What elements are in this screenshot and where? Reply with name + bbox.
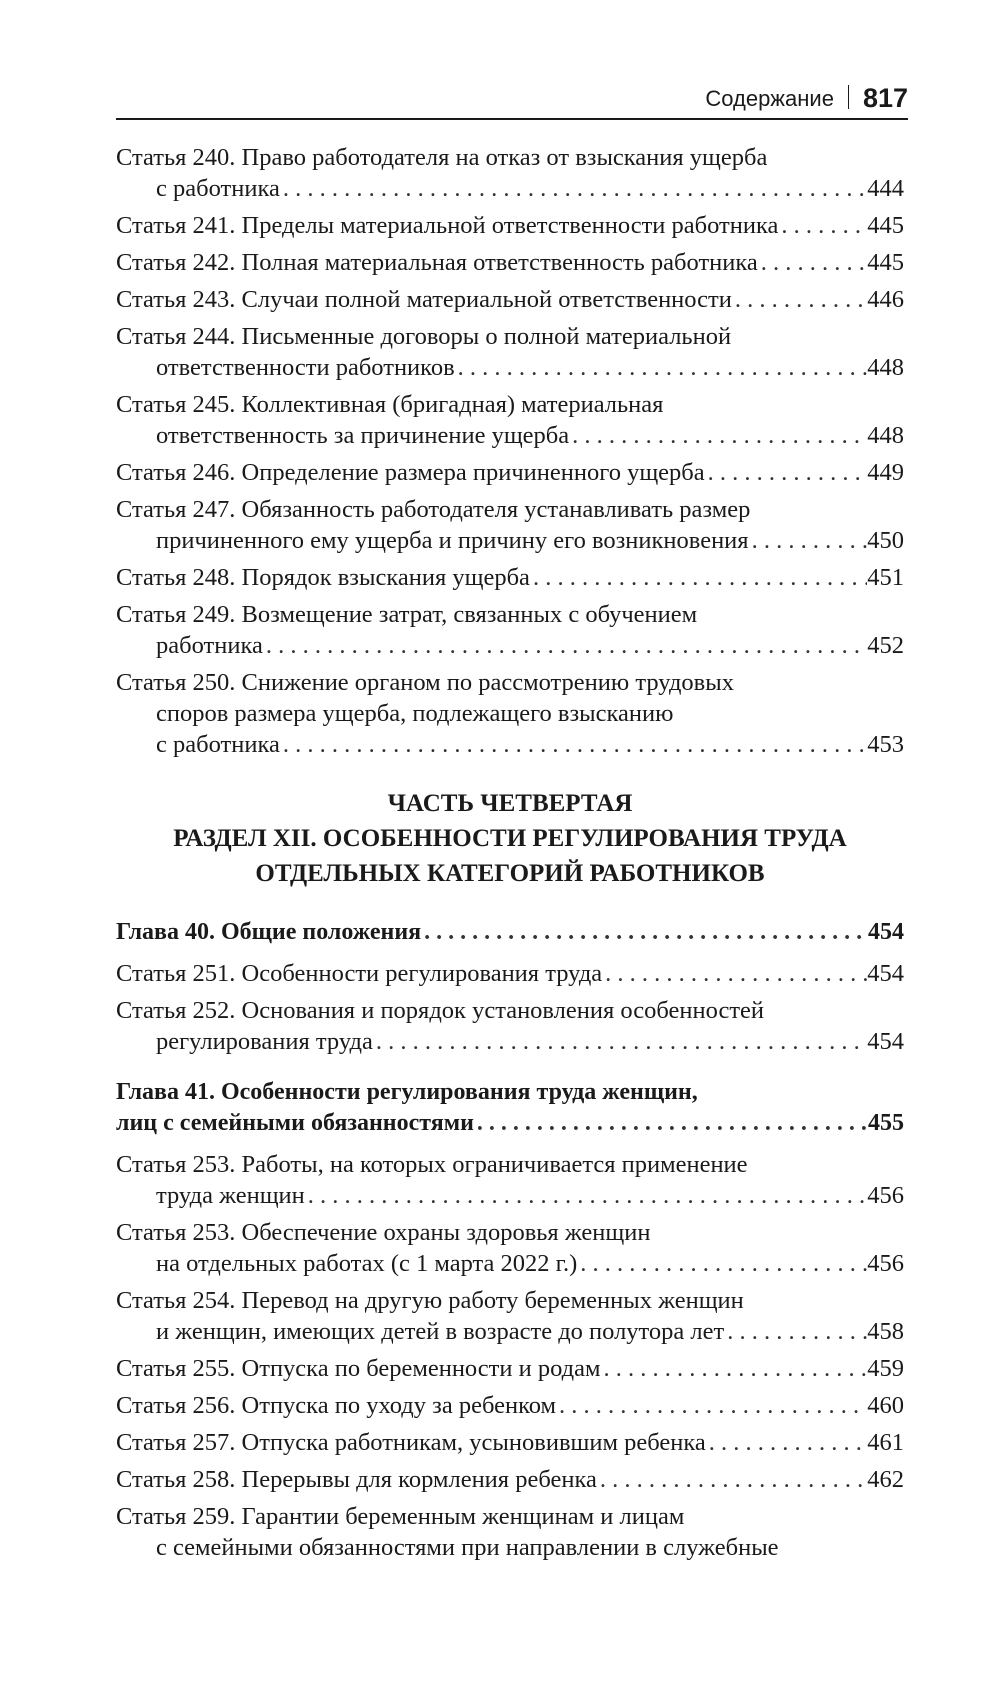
entry-title-text: Статья 251. Особенности регулирования труда — [116, 960, 603, 987]
entry-title-text: работника — [156, 632, 263, 659]
entry-title-text: Статья 256. Отпуска по уходу за ребенком — [116, 1392, 557, 1419]
header-divider — [848, 85, 849, 109]
entry-title-text: регулирования труда — [156, 1028, 373, 1055]
toc-entry — [116, 1353, 904, 1384]
leader-dots — [732, 284, 867, 315]
entry-title-text: лиц с семейными обязанностями — [116, 1110, 474, 1136]
toc-entry-line — [116, 667, 904, 698]
leader-dots — [421, 917, 868, 948]
entry-title-text: Статья 242. Полная материальная ответственность работника — [116, 249, 758, 276]
header-title: Содержание — [705, 86, 834, 111]
entry-title-text: Статья 258. Перерывы для кормления ребенка — [116, 1466, 597, 1493]
entry-title-text: Статья 240. Право работодателя на отказ от взыскания ущерба — [116, 144, 768, 171]
toc-entry-line — [116, 247, 904, 278]
entry-page-number: 451 — [867, 564, 904, 591]
leader-dots — [601, 1353, 868, 1384]
entry-page-number: 448 — [867, 422, 904, 449]
toc-entry-line — [116, 352, 904, 383]
toc-entry-line — [116, 321, 904, 352]
entry-title-text: Статья 246. Определение размера причиненного ущерба — [116, 459, 705, 486]
entry-title-text: Статья 247. Обязанность работодателя устанавливать размер — [116, 496, 751, 523]
toc-entry-line — [116, 494, 904, 525]
toc-entry — [116, 1390, 904, 1421]
chapter-heading-line — [116, 1077, 904, 1108]
toc-entry-line — [116, 1427, 904, 1458]
toc-entry-line — [116, 284, 904, 315]
table-of-contents — [116, 142, 904, 1569]
toc-entry — [116, 284, 904, 315]
toc-entry-line — [116, 599, 904, 630]
part-heading — [116, 786, 904, 891]
leader-dots — [602, 958, 867, 989]
entry-title-text: Статья 259. Гарантии беременным женщинам и лицам — [116, 1503, 685, 1530]
entry-title-text: Глава 40. Общие положения — [116, 919, 422, 945]
entry-title-text: Статья 253. Работы, на которых ограничивается применение — [116, 1151, 748, 1178]
chapter-41 — [116, 1077, 904, 1139]
leader-dots — [530, 562, 867, 593]
toc-entry — [116, 1149, 904, 1211]
entry-title-text: Статья 248. Порядок взыскания ущерба — [116, 564, 530, 591]
spacer — [116, 1063, 904, 1077]
toc-entry — [116, 210, 904, 241]
toc-section-chapter39 — [116, 142, 904, 760]
leader-dots — [455, 352, 868, 383]
page-number: 817 — [862, 83, 908, 113]
entry-title-text: Статья 250. Снижение органом по рассмотрению трудовых — [116, 669, 734, 696]
entry-title-text: Статья 254. Перевод на другую работу беременных женщин — [116, 1287, 744, 1314]
chapter-heading-line — [116, 917, 904, 948]
entry-page-number: 445 — [867, 212, 904, 239]
entry-title-text: Глава 41. Особенности регулирования труда женщин, — [116, 1079, 698, 1105]
toc-entry-line — [116, 630, 904, 661]
toc-entry — [116, 1427, 904, 1458]
toc-entry — [116, 247, 904, 278]
toc-entry-line — [116, 1026, 904, 1057]
leader-dots — [263, 630, 867, 661]
toc-entry-line — [116, 142, 904, 173]
toc-entry-line — [116, 562, 904, 593]
entry-page-number: 460 — [867, 1392, 904, 1419]
entry-page-number: 459 — [867, 1355, 904, 1382]
chapter-heading — [116, 917, 904, 948]
toc-section-chapter41 — [116, 1149, 904, 1563]
leader-dots — [749, 525, 868, 556]
leader-dots — [305, 1180, 867, 1211]
entry-page-number: 453 — [867, 731, 904, 758]
toc-entry-line — [116, 525, 904, 556]
entry-title-text: ответственность за причинение ущерба — [156, 422, 570, 449]
toc-entry — [116, 562, 904, 593]
entry-page-number: 462 — [867, 1466, 904, 1493]
entry-title-text: труда женщин — [156, 1182, 305, 1209]
toc-section-chapter40 — [116, 958, 904, 1057]
part-heading-line-1: ЧАСТЬ ЧЕТВЕРТАЯ — [387, 790, 633, 817]
leader-dots — [778, 210, 867, 241]
running-header — [116, 78, 908, 120]
entry-page-number: 444 — [867, 175, 904, 202]
toc-entry-line — [116, 1248, 904, 1279]
entry-page-number: 454 — [867, 1028, 904, 1055]
leader-dots — [280, 729, 867, 760]
leader-dots — [597, 1464, 867, 1495]
entry-page-number: 455 — [868, 1110, 904, 1136]
leader-dots — [280, 173, 867, 204]
entry-title-text: Статья 244. Письменные договоры о полной материальной — [116, 323, 732, 350]
entry-page-number: 454 — [868, 919, 904, 945]
chapter-heading-line — [116, 1108, 904, 1139]
toc-entry — [116, 494, 904, 556]
entry-title-text: Статья 243. Случаи полной материальной ответственности — [116, 286, 732, 313]
entry-page-number: 448 — [867, 354, 904, 381]
toc-entry — [116, 389, 904, 451]
toc-entry-line — [116, 729, 904, 760]
toc-entry — [116, 1501, 904, 1563]
leader-dots — [577, 1248, 867, 1279]
entry-page-number: 452 — [867, 632, 904, 659]
entry-page-number: 449 — [867, 459, 904, 486]
toc-entry-line — [116, 1353, 904, 1384]
toc-entry-line — [116, 958, 904, 989]
entry-title-text: споров размера ущерба, подлежащего взысканию — [156, 700, 674, 727]
entry-title-text: причиненного ему ущерба и причину его возникновения — [156, 527, 749, 554]
toc-entry — [116, 958, 904, 989]
toc-entry — [116, 1464, 904, 1495]
entry-page-number: 454 — [867, 960, 904, 987]
leader-dots — [569, 420, 867, 451]
toc-entry — [116, 321, 904, 383]
toc-entry — [116, 995, 904, 1057]
toc-entry — [116, 142, 904, 204]
entry-title-text: Статья 253. Обеспечение охраны здоровья женщин — [116, 1219, 651, 1246]
chapter-40 — [116, 917, 904, 948]
entry-title-text: ответственности работников — [156, 354, 455, 381]
entry-title-text: с работника — [156, 175, 280, 202]
toc-entry-line — [116, 698, 904, 729]
toc-entry — [116, 1217, 904, 1279]
entry-page-number: 445 — [867, 249, 904, 276]
toc-entry-line — [116, 173, 904, 204]
leader-dots — [373, 1026, 867, 1057]
entry-page-number: 461 — [867, 1429, 904, 1456]
part-heading-line-2: РАЗДЕЛ XII. ОСОБЕННОСТИ РЕГУЛИРОВАНИЯ ТРУДА — [173, 825, 847, 852]
toc-entry — [116, 599, 904, 661]
entry-title-text: Статья 245. Коллективная (бригадная) материальная — [116, 391, 664, 418]
toc-entry-line — [116, 995, 904, 1026]
toc-entry-line — [116, 1285, 904, 1316]
toc-entry-line — [116, 420, 904, 451]
entry-page-number: 458 — [867, 1318, 904, 1345]
leader-dots — [758, 247, 867, 278]
entry-title-text: с семейными обязанностями при направлении в служебные — [156, 1534, 779, 1561]
toc-entry-line — [116, 389, 904, 420]
entry-title-text: с работника — [156, 731, 280, 758]
toc-entry-line — [116, 1501, 904, 1532]
entry-title-text: и женщин, имеющих детей в возрасте до полутора лет — [156, 1318, 725, 1345]
toc-entry-line — [116, 1316, 904, 1347]
toc-entry-line — [116, 457, 904, 488]
toc-entry — [116, 457, 904, 488]
entry-page-number: 456 — [867, 1250, 904, 1277]
entry-title-text: Статья 252. Основания и порядок установления особенностей — [116, 997, 765, 1024]
part-heading-line-3: ОТДЕЛЬНЫХ КАТЕГОРИЙ РАБОТНИКОВ — [255, 860, 765, 887]
toc-entry-line — [116, 1464, 904, 1495]
toc-entry — [116, 667, 904, 760]
toc-entry-line — [116, 1532, 904, 1563]
entry-title-text: на отдельных работах (с 1 марта 2022 г.) — [156, 1250, 578, 1277]
entry-title-text: Статья 257. Отпуска работникам, усыновившим ребенка — [116, 1429, 706, 1456]
entry-title-text: Статья 241. Пределы материальной ответственности работника — [116, 212, 779, 239]
entry-title-text: Статья 249. Возмещение затрат, связанных с обучением — [116, 601, 698, 628]
entry-page-number: 450 — [867, 527, 904, 554]
leader-dots — [706, 1427, 867, 1458]
leader-dots — [474, 1108, 868, 1139]
entry-page-number: 456 — [867, 1182, 904, 1209]
toc-entry-line — [116, 1149, 904, 1180]
toc-entry-line — [116, 210, 904, 241]
entry-title-text: Статья 255. Отпуска по беременности и родам — [116, 1355, 601, 1382]
leader-dots — [705, 457, 868, 488]
entry-page-number: 446 — [867, 286, 904, 313]
leader-dots — [724, 1316, 867, 1347]
toc-entry-line — [116, 1390, 904, 1421]
toc-entry-line — [116, 1180, 904, 1211]
toc-entry-line — [116, 1217, 904, 1248]
chapter-heading — [116, 1077, 904, 1139]
leader-dots — [556, 1390, 867, 1421]
toc-entry — [116, 1285, 904, 1347]
